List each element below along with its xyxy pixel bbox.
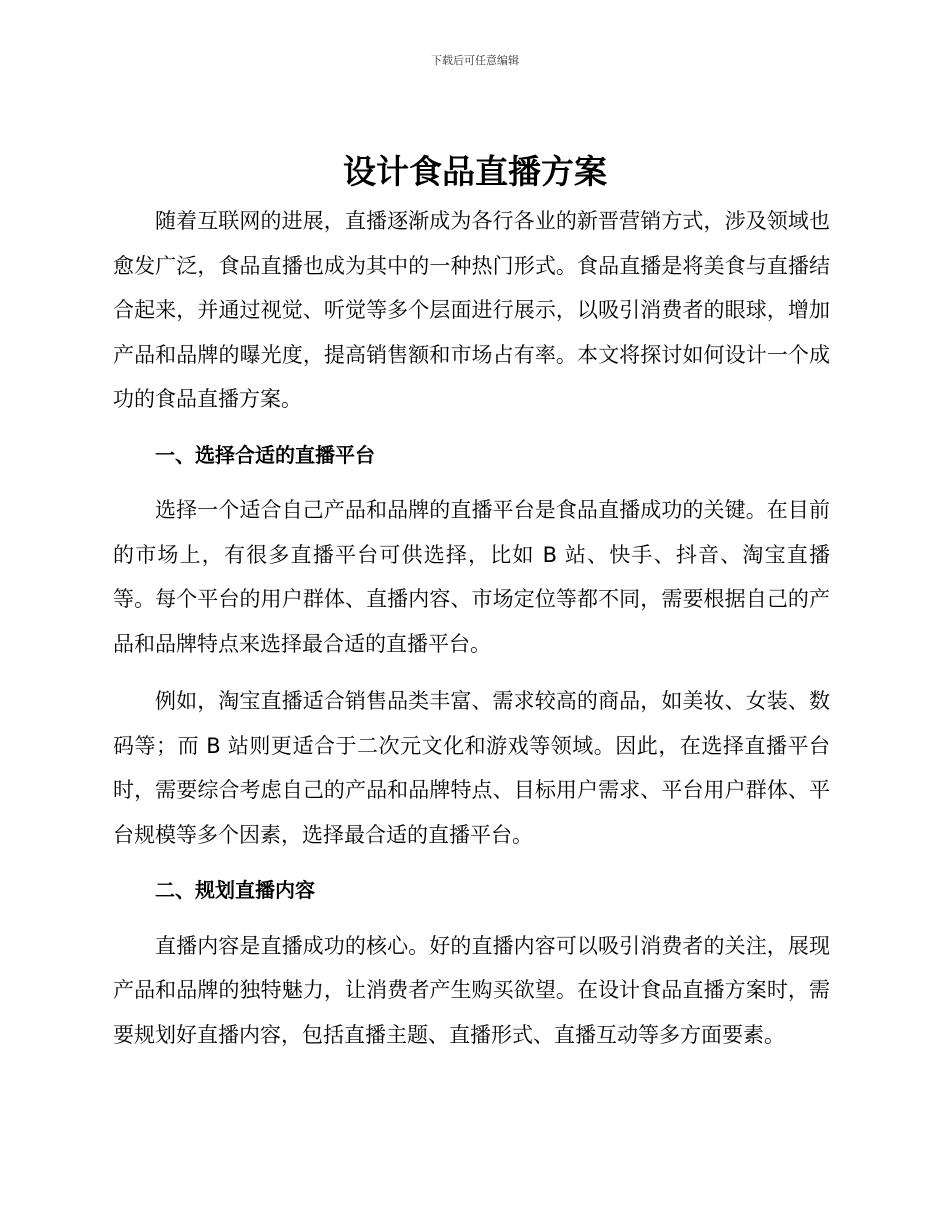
section-heading-platform: 一、选择合适的直播平台: [155, 442, 375, 467]
platform-paragraph-1: 选择一个适合自己产品和品牌的直播平台是食品直播成功的关键。在目前的市场上，有很多直播平台可供选择，比如 B 站、快手、抖音、淘宝直播等。每个平台的用户群体、直播内容、市场定位等都不同，需要根据自己的产品和品牌特点来选择最合适的直播平台。: [113, 498, 830, 656]
content-paragraph-1: 直播内容是直播成功的核心。好的直播内容可以吸引消费者的关注，展现产品和品牌的独特魅力，让消费者产生购买欲望。在设计食品直播方案时，需要规划好直播内容，包括直播主题、直播形式、直播互动等多方面要素。: [113, 933, 830, 1047]
document-title: 设计食品直播方案: [343, 152, 607, 191]
section-heading-content: 二、规划直播内容: [155, 878, 315, 902]
document-body: [113, 199, 830, 1057]
header-note: 下载后可任意编辑: [431, 54, 519, 67]
platform-paragraph-2: 例如，淘宝直播适合销售品类丰富、需求较高的商品，如美妆、女装、数码等；而 B 站则更适合于二次元文化和游戏等领域。因此，在选择直播平台时，需要综合考虑自己的产品和品牌特点、目标用户需求、平台用户群体、平台规模等多个因素，选择最合适的直播平台。: [113, 689, 830, 847]
intro-paragraph: 随着互联网的进展，直播逐渐成为各行各业的新晋营销方式，涉及领域也愈发广泛，食品直播也成为其中的一种热门形式。食品直播是将美食与直播结合起来，并通过视觉、听觉等多个层面进行展示，以吸引消费者的眼球，增加产品和品牌的曝光度，提高销售额和市场占有率。本文将探讨如何设计一个成功的食品直播方案。: [113, 209, 830, 411]
